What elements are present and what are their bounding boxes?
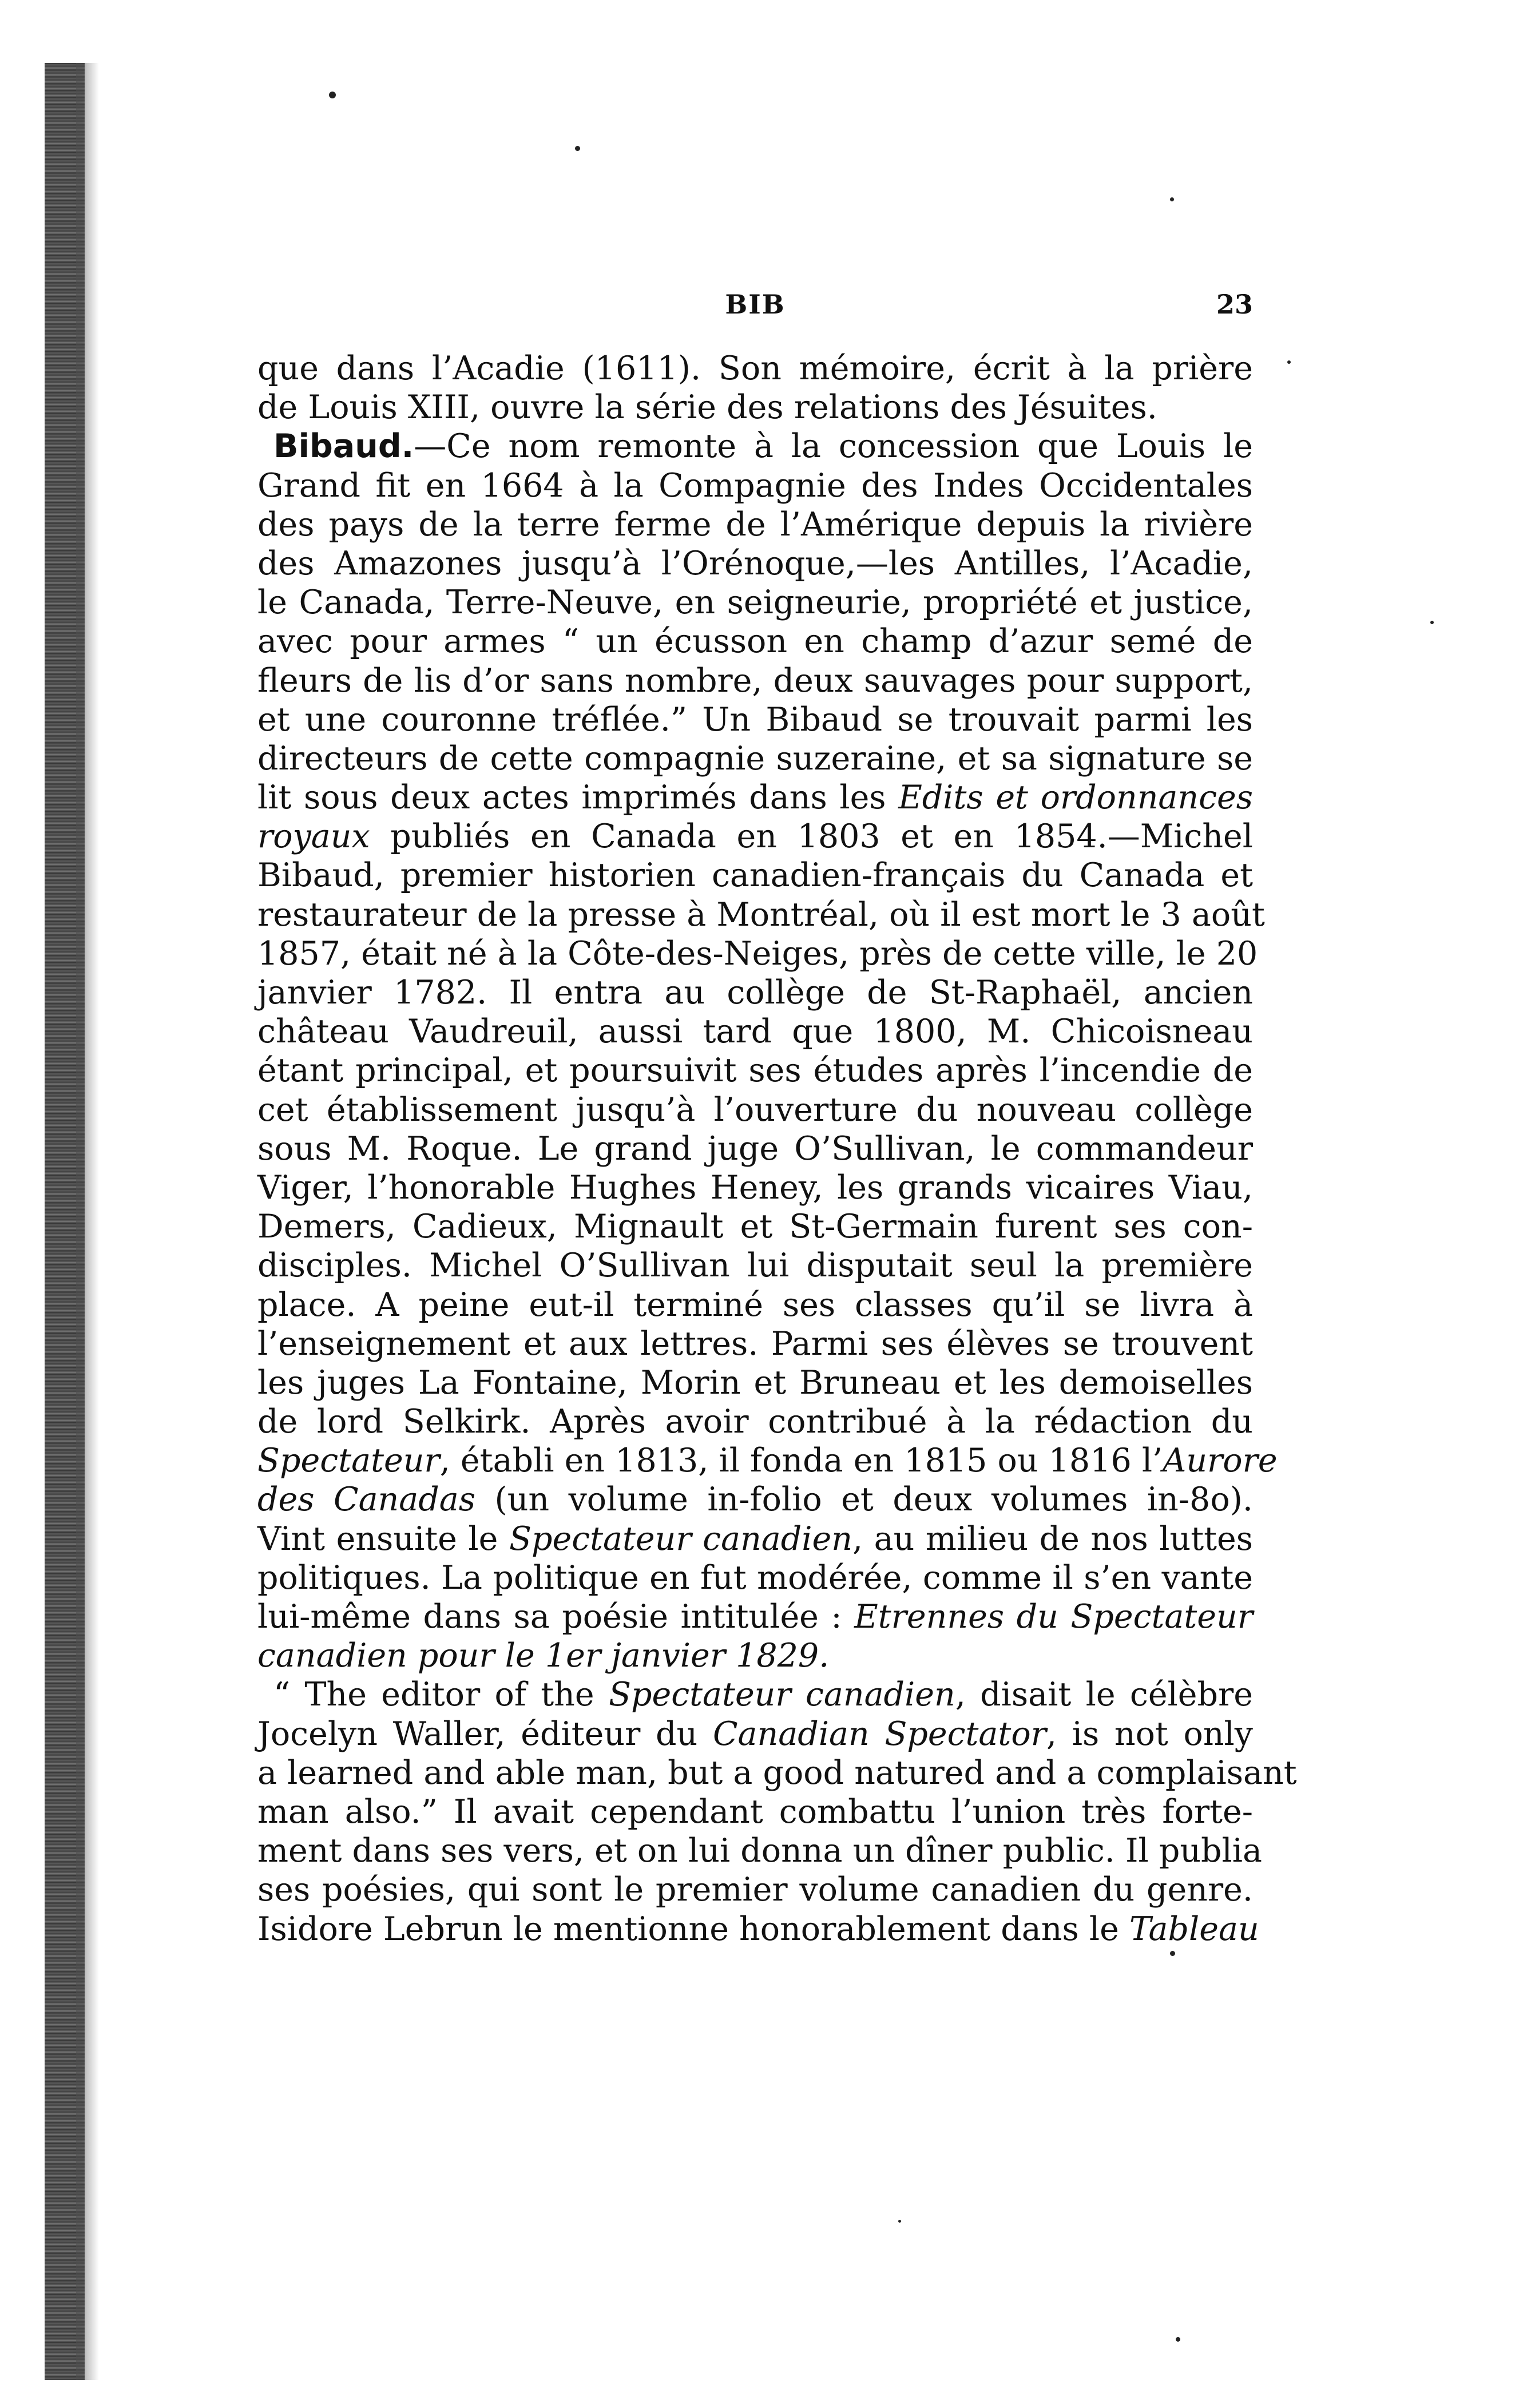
text-line [257,1324,1253,1363]
ink-speck [329,92,336,98]
text-segment: avec pour armes “ un écusson en champ d’azur semé de [257,622,1253,661]
body-text [257,349,1297,1949]
text-segment: des pays de la terre ferme de l’Amérique depuis la rivière [257,505,1253,544]
text-line [257,817,1253,856]
text-line [257,583,1253,622]
text-segment: Isidore Lebrun le mentionne honorablement dans le [257,1910,1129,1948]
text-segment: ment dans ses vers, et on lui donna un dîner public. Il publia [257,1832,1262,1870]
text-segment: étant principal, et poursuivit ses études après l’incendie de [257,1052,1253,1090]
italic-text: Canadian Spectator [712,1715,1046,1753]
text-segment: publiés en Canada en 1803 et en 1854.—Michel [370,818,1253,856]
text-line [257,1168,1253,1207]
page-number: 23 [1216,289,1253,320]
text-line [257,1363,1253,1402]
text-segment: ses poésies, qui sont le premier volume canadien du genre. [257,1871,1253,1909]
text-line [257,1870,1253,1909]
text-segment: Bibaud, premier historien canadien-français du Canada et [257,856,1253,895]
text-segment: les juges La Fontaine, Morin et Bruneau et les demoiselles [257,1363,1253,1402]
text-segment: “ The editor of the [273,1676,609,1714]
text-segment: man also.” Il avait cependant combattu l’union très forte- [257,1792,1253,1831]
text-line [257,1754,1297,1792]
text-segment: Grand fit en 1664 à la Compagnie des Indes Occidentales [257,466,1253,505]
text-line [257,1286,1253,1324]
text-segment: directeurs de cette compagnie suzeraine, et sa signature se [257,739,1253,777]
text-segment: , au milieu de nos luttes [852,1520,1253,1558]
italic-text: Spectateur [257,1442,440,1480]
text-line [257,895,1265,934]
ink-speck [1176,2337,1180,2342]
italic-text: Tableau [1129,1910,1259,1948]
text-line [257,1910,1259,1949]
italic-text: Edits et ordonnances [898,779,1254,817]
text-segment: —Ce nom remonte à la concession que Louis le [414,427,1253,466]
text-segment: l’enseignement et aux lettres. Parmi ses élèves se trouvent [257,1324,1253,1363]
text-line [257,1402,1253,1441]
text-line [257,778,1253,817]
text-line [257,973,1253,1012]
text-segment: fleurs de lis d’or sans nombre, deux sauvages pour support, [257,661,1253,700]
text-segment: , is not only [1046,1715,1253,1753]
text-segment: janvier 1782. Il entra au collège de St-Raphaël, ancien [257,974,1253,1011]
italic-text: Aurore [1163,1442,1278,1480]
text-segment: politiques. La politique en fut modérée, comme il s’en vante [257,1558,1253,1597]
text-line [257,1636,1253,1675]
ink-speck [1170,1951,1175,1956]
text-line [257,466,1253,505]
text-segment: Jocelyn Waller, éditeur du [257,1715,713,1753]
italic-text: royaux [257,818,370,856]
text-segment: Vint ensuite le [257,1520,509,1558]
text-line [257,1831,1262,1870]
italic-text: canadien pour le 1er janvier 1829. [257,1637,830,1675]
running-header [257,289,1253,323]
text-segment: , disait le célèbre [955,1676,1253,1714]
text-segment: château Vaudreuil, aussi tard que 1800, M. Chicoisneau [257,1013,1253,1051]
text-line [257,856,1253,895]
running-title: BIB [725,289,786,320]
text-segment: Demers, Cadieux, Mignault et St-Germain furent ses con- [257,1208,1253,1246]
text-line [257,1051,1253,1090]
text-segment: et une couronne tréflée.” Un Bibaud se trouvait parmi les [257,700,1253,739]
page-binding-edge [45,63,85,2380]
text-segment: 1857, était né à la Côte-des-Neiges, près de cette ville, le 20 [257,934,1258,973]
text-line [257,934,1258,973]
ink-speck [898,2220,901,2223]
text-line [257,1480,1253,1519]
text-segment: lui-même dans sa poésie intitulée : [257,1598,855,1636]
text-segment: (un volume in-folio et deux volumes in-8o). [475,1481,1253,1519]
text-line [257,505,1253,544]
text-line [257,349,1253,388]
text-line [257,1597,1253,1636]
text-line [257,1012,1253,1051]
text-line [257,427,1253,466]
text-line [257,1558,1253,1597]
text-line [257,1792,1253,1831]
text-segment: sous M. Roque. Le grand juge O’Sullivan, le commandeur [257,1129,1253,1168]
text-line [257,388,1253,427]
ink-speck [1287,360,1291,364]
text-segment: de lord Selkirk. Après avoir contribué à la rédaction du [257,1403,1253,1441]
entry-headword: Bibaud. [273,427,414,466]
text-line [257,661,1253,700]
text-line [257,739,1253,778]
ink-speck [1430,621,1434,624]
text-line [257,1441,1278,1480]
ink-speck [575,146,580,151]
text-segment: des Amazones jusqu’à l’Orénoque,—les Antilles, l’Acadie, [257,544,1253,582]
text-line [257,1246,1253,1285]
text-segment: que dans l’Acadie (1611). Son mémoire, écrit à la prière [257,350,1253,387]
text-line [257,622,1253,661]
text-segment: lit sous deux actes imprimés dans les [257,779,899,817]
text-segment: restaurateur de la presse à Montréal, où il est mort le 3 août [257,895,1265,934]
text-segment: a learned and able man, but a good natured and a complaisant [257,1754,1297,1792]
italic-text: Spectateur canadien [509,1520,852,1558]
text-line [257,1675,1253,1714]
italic-text: Etrennes du Spectateur [854,1598,1253,1636]
text-segment: cet établissement jusqu’à l’ouverture du nouveau collège [257,1090,1253,1129]
italic-text: Spectateur canadien [608,1676,955,1714]
text-line [257,1129,1253,1168]
text-line [257,700,1253,739]
text-line [257,544,1253,583]
text-line [257,1520,1253,1558]
italic-text: des Canadas [257,1481,475,1519]
text-line [257,1090,1253,1129]
text-segment: Viger, l’honorable Hughes Heney, les grands vicaires Viau, [257,1168,1253,1207]
text-line [257,1207,1253,1246]
text-line [257,1715,1253,1754]
text-segment: disciples. Michel O’Sullivan lui disputait seul la première [257,1247,1253,1285]
text-segment: le Canada, Terre-Neuve, en seigneurie, propriété et justice, [257,584,1253,622]
text-segment: place. A peine eut-il terminé ses classes qu’il se livra à [257,1286,1253,1324]
text-segment: , établi en 1813, il fonda en 1815 ou 1816 l’ [439,1442,1163,1480]
ink-speck [1170,197,1174,201]
text-segment: de Louis XIII, ouvre la série des relations des Jésuites. [257,388,1157,427]
